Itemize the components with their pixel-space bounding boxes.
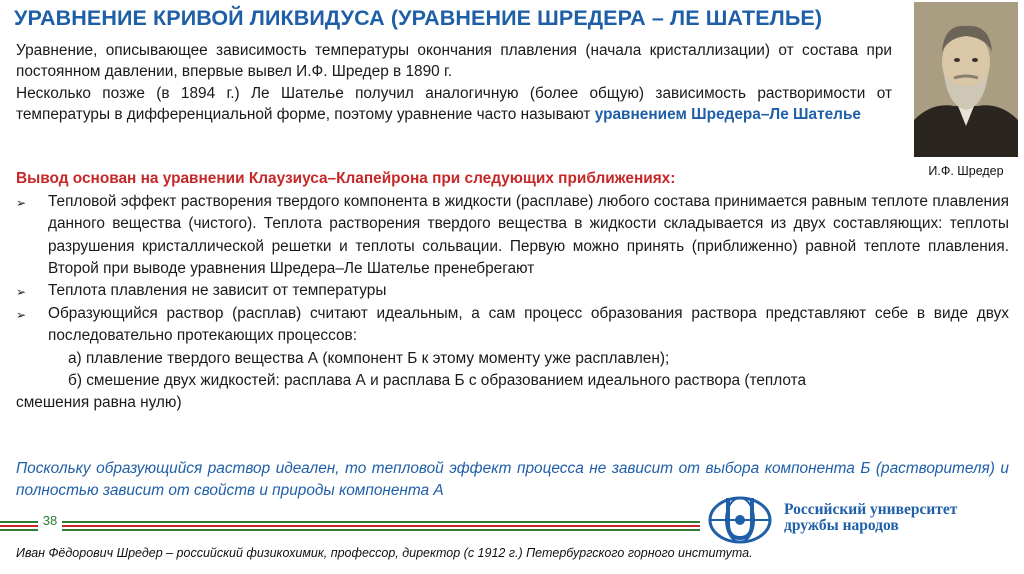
university-name-line-1: Российский университет: [784, 501, 958, 518]
sub-item-b: б) смешение двух жидкостей: расплава А и расплава Б с образованием идеального раствора (теплота: [68, 371, 807, 389]
bullet-text: Теплота плавления не зависит от температуры: [48, 282, 387, 300]
intro-paragraph-1: Уравнение, описывающее зависимость температуры окончания плавления (начала кристаллизации) от состава при постоянном давлении, впервые вывел И.Ф. Шредер в 1890 г.: [16, 42, 892, 81]
footer-stripes: [0, 521, 700, 531]
arrow-bullet-icon: ➢: [16, 196, 27, 211]
derivation-heading: Вывод основан на уравнении Клаузиуса–Клапейрона при следующих приближениях:: [16, 170, 676, 187]
portrait-caption: И.Ф. Шредер: [928, 164, 1004, 178]
university-name-line-2: дружбы народов: [784, 517, 899, 534]
globe-logo-icon: [706, 494, 778, 544]
arrow-bullet-icon: ➢: [16, 308, 27, 323]
sub-item-a: а) плавление твердого вещества А (компонент Б к этому моменту уже расплавлен);: [68, 349, 670, 367]
bullet-text: Тепловой эффект растворения твердого компонента в жидкости (расплаве) любого состава принимается равным теплоте плавления данного вещества (чистого). Теплота растворения твердого вещества в жидкости складывается из двух составляющих: теплоты разрушения кристаллической решетки и теплоты сольвации. Первую можно принять (приближенно) равной теплоте плавления. Второй при выводе уравнения Шредера–Ле Шателье пренебрегают: [48, 193, 1009, 277]
list-item: [16, 280, 1009, 303]
list-item: [16, 303, 1009, 347]
intro-text: [16, 40, 892, 126]
university-name: [784, 502, 957, 534]
portrait-image: [914, 2, 1018, 157]
equation-name-highlight: уравнением Шредера–Ле Шателье: [594, 106, 861, 124]
intro-paragraph-2-text: Несколько позже (в 1894 г.) Ле Шателье получил аналогичную (более общую) зависимость растворимости от температуры в дифференциальной форме, поэтому уравнение часто называют: [16, 84, 892, 124]
slide-title: УРАВНЕНИЕ КРИВОЙ ЛИКВИДУСА (УРАВНЕНИЕ ШРЕДЕРА – ЛЕ ШАТЕЛЬЕ): [14, 6, 823, 30]
sub-item-b-continuation: смешения равна нулю): [16, 394, 182, 412]
list-item: [16, 191, 1009, 280]
intro-paragraph-2: [16, 83, 892, 126]
footnote: Иван Фёдорович Шредер – российский физикохимик, профессор, директор (с 1912 г.) Петербургского горного института.: [16, 546, 753, 560]
university-logo: [706, 494, 1006, 544]
conclusion-text: Поскольку образующийся раствор идеален, то тепловой эффект процесса не зависит от выбора компонента Б (растворителя) и полностью зависит от свойств и природы компонента А: [16, 460, 1009, 500]
derivation-section: [16, 168, 1009, 414]
arrow-bullet-icon: ➢: [16, 285, 27, 300]
page-number: 38: [38, 510, 62, 532]
bullet-text: Образующийся раствор (расплав) считают идеальным, а сам процесс образования раствора представляют себе в виде двух последовательно протекающих процессов:: [48, 305, 1009, 345]
